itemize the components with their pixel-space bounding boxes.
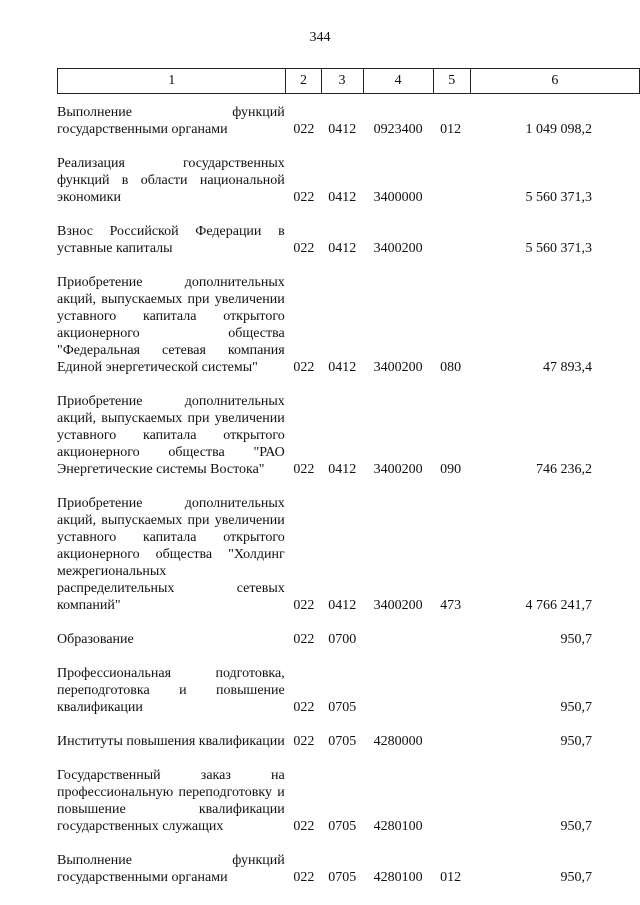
row-col-6: 5 560 371,3 [525, 241, 592, 256]
row-col-6: 5 560 371,3 [525, 190, 592, 205]
row-col-3: 0412 [328, 360, 357, 375]
row-col-2: 022 [293, 190, 315, 205]
row-name: Образование [57, 632, 134, 647]
row-col-4: 3400200 [373, 360, 423, 375]
row-name: Выполнение функций государственными органами [57, 105, 285, 137]
row-name: Взнос Российской Федерации в уставные капиталы [57, 224, 285, 256]
row-name: Профессиональная подготовка, переподготовка и повышение квалификации [57, 666, 285, 715]
row-col-6: 950,7 [560, 819, 592, 834]
row-name: Приобретение дополнительных акций, выпускаемых при увеличении уставного капитала открытого акционерного общества "РАО Энергетические системы Востока" [57, 394, 285, 477]
row-col-6: 746 236,2 [536, 462, 592, 477]
row-col-2: 022 [293, 819, 315, 834]
row-name: Приобретение дополнительных акций, выпускаемых при увеличении уставного капитала открытого акционерного общества "Федеральная сетевая компания Единой энергетической системы" [57, 275, 285, 375]
table-row [57, 223, 592, 257]
table-body [57, 104, 592, 903]
table-row [57, 852, 592, 886]
row-col-4: 3400000 [373, 190, 423, 205]
row-col-5: 090 [440, 462, 462, 477]
row-col-3: 0700 [328, 632, 357, 647]
row-col-3: 0412 [328, 598, 357, 613]
row-col-2: 022 [293, 870, 315, 885]
table-row [57, 665, 592, 716]
header-col-6: 6 [470, 69, 639, 94]
row-col-2: 022 [293, 122, 315, 137]
row-col-5: 473 [440, 598, 462, 613]
row-col-2: 022 [293, 632, 315, 647]
row-col-5: 012 [440, 122, 462, 137]
row-col-3: 0705 [328, 819, 357, 834]
header-row [58, 69, 640, 94]
row-col-6: 1 049 098,2 [525, 122, 592, 137]
row-col-4: 4280000 [373, 734, 423, 749]
row-col-6: 950,7 [560, 734, 592, 749]
row-col-5: 012 [440, 870, 462, 885]
row-col-3: 0705 [328, 870, 357, 885]
row-col-2: 022 [293, 700, 315, 715]
row-name: Выполнение функций государственными органами [57, 853, 285, 885]
row-col-2: 022 [293, 598, 315, 613]
table-row [57, 495, 592, 614]
table-row [57, 631, 592, 648]
row-col-2: 022 [293, 360, 315, 375]
row-col-4: 3400200 [373, 241, 423, 256]
row-col-6: 950,7 [560, 632, 592, 647]
row-name: Приобретение дополнительных акций, выпускаемых при увеличении уставного капитала открытого акционерного общества "Холдинг межрегиональных распределительных сетевых компаний" [57, 496, 285, 613]
row-col-6: 950,7 [560, 700, 592, 715]
row-col-4: 0923400 [373, 122, 423, 137]
header-col-3: 3 [321, 69, 363, 94]
table-row [57, 767, 592, 835]
row-col-4: 3400200 [373, 598, 423, 613]
row-col-4: 3400200 [373, 462, 423, 477]
table-header [57, 68, 640, 94]
row-col-3: 0412 [328, 241, 357, 256]
row-col-2: 022 [293, 734, 315, 749]
row-col-3: 0705 [328, 734, 357, 749]
header-col-4: 4 [363, 69, 433, 94]
table-row [57, 104, 592, 138]
row-col-4: 4280100 [373, 819, 423, 834]
row-col-3: 0412 [328, 190, 357, 205]
row-col-6: 4 766 241,7 [525, 598, 592, 613]
table-row [57, 393, 592, 478]
header-col-5: 5 [433, 69, 470, 94]
table-row [57, 274, 592, 376]
row-col-5: 080 [440, 360, 462, 375]
row-col-4: 4280100 [373, 870, 423, 885]
row-col-6: 47 893,4 [543, 360, 592, 375]
row-col-2: 022 [293, 462, 315, 477]
row-col-6: 950,7 [560, 870, 592, 885]
row-name: Государственный заказ на профессиональную переподготовку и повышение квалификации государственных служащих [57, 768, 285, 834]
row-name: Реализация государственных функций в области национальной экономики [57, 156, 285, 205]
table-row [57, 155, 592, 206]
header-col-2: 2 [286, 69, 321, 94]
row-name: Институты повышения квалификации [57, 734, 285, 749]
row-col-3: 0412 [328, 462, 357, 477]
row-col-2: 022 [293, 241, 315, 256]
table-row [57, 733, 592, 750]
row-col-3: 0412 [328, 122, 357, 137]
header-col-1: 1 [58, 69, 286, 94]
row-col-3: 0705 [328, 700, 357, 715]
page-number: 344 [309, 30, 331, 45]
